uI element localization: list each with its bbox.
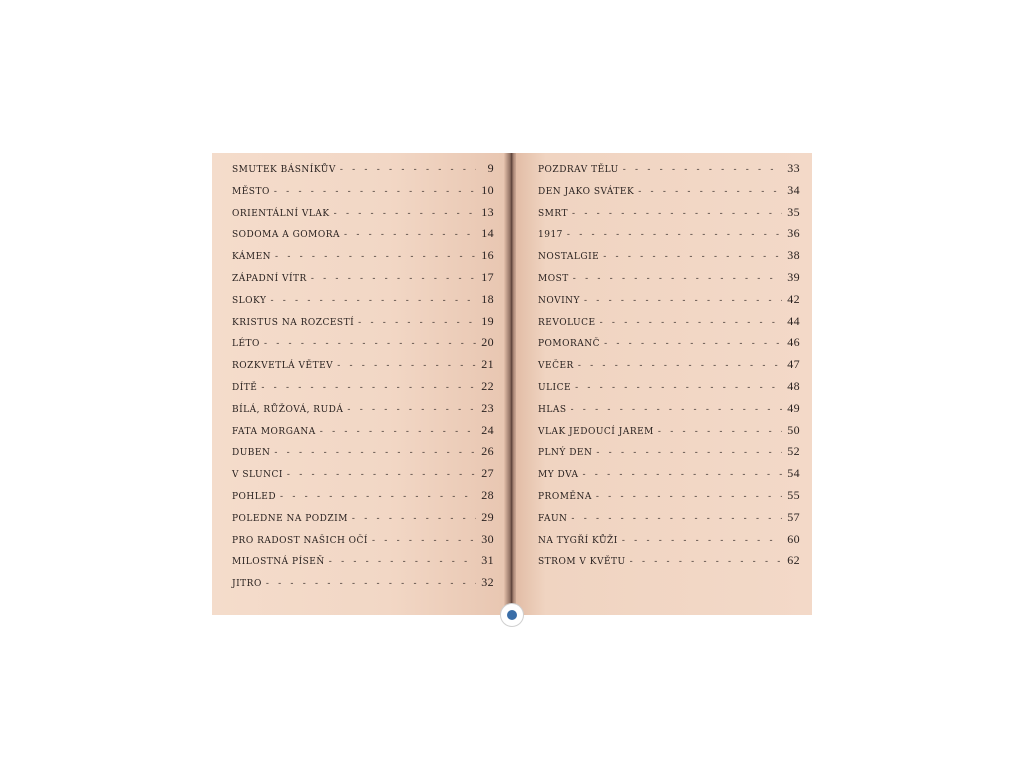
toc-entry-page-number: 49: [787, 400, 800, 415]
watermark-logo-icon: [500, 603, 524, 627]
toc-entry-page-number: 42: [787, 291, 800, 306]
toc-entry-title: VLAK JEDOUCÍ JAREM: [538, 426, 654, 437]
dot-leader: [372, 536, 476, 546]
toc-entry-page-number: 27: [481, 466, 494, 481]
toc-entry-page-number: 16: [481, 248, 494, 263]
dot-leader: [261, 383, 476, 393]
toc-entry: [538, 553, 800, 575]
toc-entry: [538, 270, 800, 292]
toc-entry-title: SODOMA A GOMORA: [232, 230, 341, 241]
toc-entry-page-number: 10: [481, 182, 494, 197]
toc-entry: [538, 510, 800, 532]
toc-entry-title: LÉTO: [232, 339, 260, 350]
toc-entry-page-number: 46: [787, 335, 800, 350]
toc-entry-page-number: 23: [481, 400, 494, 415]
dot-leader: [320, 427, 476, 437]
toc-entry: [538, 335, 800, 357]
toc-entry-page-number: 34: [787, 182, 800, 197]
dot-leader: [352, 514, 476, 524]
toc-entry: [232, 553, 494, 575]
dot-leader: [596, 492, 782, 502]
dot-leader: [567, 230, 782, 240]
toc-entry: [232, 532, 494, 554]
toc-entry-title: PRO RADOST NAŠICH OČÍ: [232, 535, 368, 546]
dot-leader: [337, 361, 476, 371]
toc-entry-title: 1917: [538, 230, 563, 241]
toc-entry: [232, 270, 494, 292]
toc-entry-title: POMORANČ: [538, 339, 601, 350]
toc-entry: [538, 401, 800, 423]
toc-entry-page-number: 52: [787, 444, 800, 459]
dot-leader: [623, 165, 782, 175]
toc-entry: [538, 379, 800, 401]
toc-entry: [232, 248, 494, 270]
toc-entry: [232, 226, 494, 248]
toc-entry: [232, 466, 494, 488]
toc-entry-title: ZÁPADNÍ VÍTR: [232, 273, 307, 284]
dot-leader: [572, 209, 782, 219]
toc-entry: [232, 444, 494, 466]
toc-entry-title: MĚSTO: [232, 186, 270, 197]
table-of-contents-left: [232, 161, 494, 597]
dot-leader: [270, 296, 476, 306]
dot-leader: [274, 448, 476, 458]
toc-entry-page-number: 17: [481, 269, 494, 284]
toc-entry-title: DEN JAKO SVÁTEK: [538, 186, 635, 197]
dot-leader: [638, 187, 782, 197]
toc-entry-page-number: 24: [481, 422, 494, 437]
toc-entry-page-number: 19: [481, 313, 494, 328]
toc-entry-page-number: 18: [481, 291, 494, 306]
toc-entry-title: DÍTĚ: [232, 382, 258, 393]
toc-entry: [232, 357, 494, 379]
dot-leader: [575, 383, 782, 393]
dot-leader: [600, 318, 782, 328]
toc-entry: [232, 292, 494, 314]
dot-leader: [334, 209, 476, 219]
toc-entry: [538, 357, 800, 379]
toc-entry: [538, 292, 800, 314]
dot-leader: [266, 579, 476, 589]
toc-entry-page-number: 22: [481, 378, 494, 393]
toc-entry-page-number: 36: [787, 226, 800, 241]
toc-entry-title: NA TYGŘÍ KŮŽI: [538, 535, 618, 546]
open-book: [212, 153, 812, 615]
toc-entry-title: JITRO: [232, 579, 262, 590]
toc-entry-page-number: 39: [787, 269, 800, 284]
toc-entry-page-number: 21: [481, 357, 494, 372]
dot-leader: [584, 296, 782, 306]
dot-leader: [573, 274, 782, 284]
dot-leader: [603, 252, 782, 262]
toc-entry-page-number: 38: [787, 248, 800, 263]
toc-entry-page-number: 13: [481, 204, 494, 219]
toc-entry-title: POZDRAV TĚLU: [538, 165, 619, 175]
toc-entry-title: MOST: [538, 273, 569, 284]
toc-entry-title: PROMĚNA: [538, 491, 592, 502]
toc-entry: [538, 226, 800, 248]
toc-entry-page-number: 9: [487, 161, 494, 175]
toc-entry: [232, 183, 494, 205]
dot-leader: [571, 405, 783, 415]
dot-leader: [274, 187, 476, 197]
toc-entry-title: ULICE: [538, 382, 572, 393]
toc-entry-page-number: 30: [481, 531, 494, 546]
dot-leader: [344, 230, 476, 240]
toc-entry: [232, 401, 494, 423]
toc-entry-title: SMRT: [538, 208, 569, 219]
toc-entry: [538, 466, 800, 488]
toc-entry: [538, 248, 800, 270]
toc-entry-page-number: 31: [481, 553, 494, 568]
toc-entry-page-number: 26: [481, 444, 494, 459]
dot-leader: [596, 448, 782, 458]
toc-entry-title: MY DVA: [538, 470, 579, 481]
toc-entry: [538, 444, 800, 466]
toc-entry-page-number: 32: [481, 575, 494, 590]
toc-entry-page-number: 48: [787, 378, 800, 393]
toc-entry-page-number: 50: [787, 422, 800, 437]
toc-entry: [538, 205, 800, 227]
dot-leader: [630, 557, 782, 567]
toc-entry-title: KÁMEN: [232, 252, 272, 263]
toc-entry-page-number: 54: [787, 466, 800, 481]
toc-entry: [538, 532, 800, 554]
toc-entry: [232, 423, 494, 445]
toc-entry-title: SMUTEK BÁSNÍKŮV: [232, 165, 336, 175]
dot-leader: [311, 274, 476, 284]
dot-leader: [264, 339, 476, 349]
toc-entry-title: FATA MORGANA: [232, 426, 316, 437]
toc-entry: [538, 423, 800, 445]
toc-entry: [232, 510, 494, 532]
toc-entry-title: HLAS: [538, 404, 567, 415]
dot-leader: [340, 165, 476, 175]
toc-entry: [232, 575, 494, 597]
dot-leader: [582, 470, 782, 480]
toc-entry-title: PLNÝ DEN: [538, 448, 593, 459]
dot-leader: [347, 405, 476, 415]
toc-entry-page-number: 20: [481, 335, 494, 350]
toc-entry-title: FAUN: [538, 513, 568, 524]
toc-entry-title: POHLED: [232, 491, 277, 502]
right-page: [516, 153, 812, 615]
toc-entry: [538, 314, 800, 336]
toc-entry: [538, 161, 800, 183]
dot-leader: [275, 252, 476, 262]
toc-entry-title: V SLUNCI: [232, 470, 283, 481]
toc-entry: [538, 183, 800, 205]
toc-entry-title: ROZKVETLÁ VĚTEV: [232, 361, 334, 372]
dot-leader: [329, 557, 476, 567]
toc-entry-title: VEČER: [538, 361, 574, 372]
toc-entry-page-number: 47: [787, 357, 800, 372]
toc-entry-title: ORIENTÁLNÍ VLAK: [232, 208, 330, 219]
dot-leader: [658, 427, 782, 437]
toc-entry-title: POLEDNE NA PODZIM: [232, 513, 348, 524]
toc-entry: [232, 379, 494, 401]
dot-leader: [358, 318, 476, 328]
toc-entry-title: SLOKY: [232, 295, 267, 306]
toc-entry-title: KRISTUS NA ROZCESTÍ: [232, 317, 355, 328]
toc-entry-title: DUBEN: [232, 448, 271, 459]
toc-entry: [232, 205, 494, 227]
toc-entry-title: STROM V KVĚTU: [538, 557, 626, 568]
toc-entry: [538, 488, 800, 510]
toc-entry-page-number: 33: [787, 161, 800, 175]
dot-leader: [287, 470, 476, 480]
toc-entry: [232, 161, 494, 183]
toc-entry-page-number: 35: [787, 204, 800, 219]
toc-entry-title: REVOLUCE: [538, 317, 596, 328]
left-page: [212, 153, 508, 615]
dot-leader: [604, 339, 782, 349]
dot-leader: [622, 536, 782, 546]
toc-entry: [232, 314, 494, 336]
toc-entry: [232, 335, 494, 357]
toc-entry-page-number: 44: [787, 313, 800, 328]
toc-entry-page-number: 28: [481, 487, 494, 502]
toc-entry-title: MILOSTNÁ PÍSEŇ: [232, 557, 325, 568]
toc-entry-page-number: 14: [481, 226, 494, 241]
toc-entry-title: NOVINY: [538, 295, 580, 306]
table-of-contents-right: [538, 161, 800, 575]
dot-leader: [571, 514, 782, 524]
toc-entry-title: NOSTALGIE: [538, 252, 600, 263]
dot-leader: [280, 492, 476, 502]
toc-entry-page-number: 29: [481, 509, 494, 524]
toc-entry-title: BÍLÁ, RŮŽOVÁ, RUDÁ: [232, 404, 344, 415]
toc-entry-page-number: 62: [787, 553, 800, 568]
logo-dot-icon: [507, 610, 517, 620]
dot-leader: [578, 361, 782, 371]
toc-entry: [232, 488, 494, 510]
toc-entry-page-number: 60: [787, 531, 800, 546]
toc-entry-page-number: 57: [787, 509, 800, 524]
toc-entry-page-number: 55: [787, 487, 800, 502]
